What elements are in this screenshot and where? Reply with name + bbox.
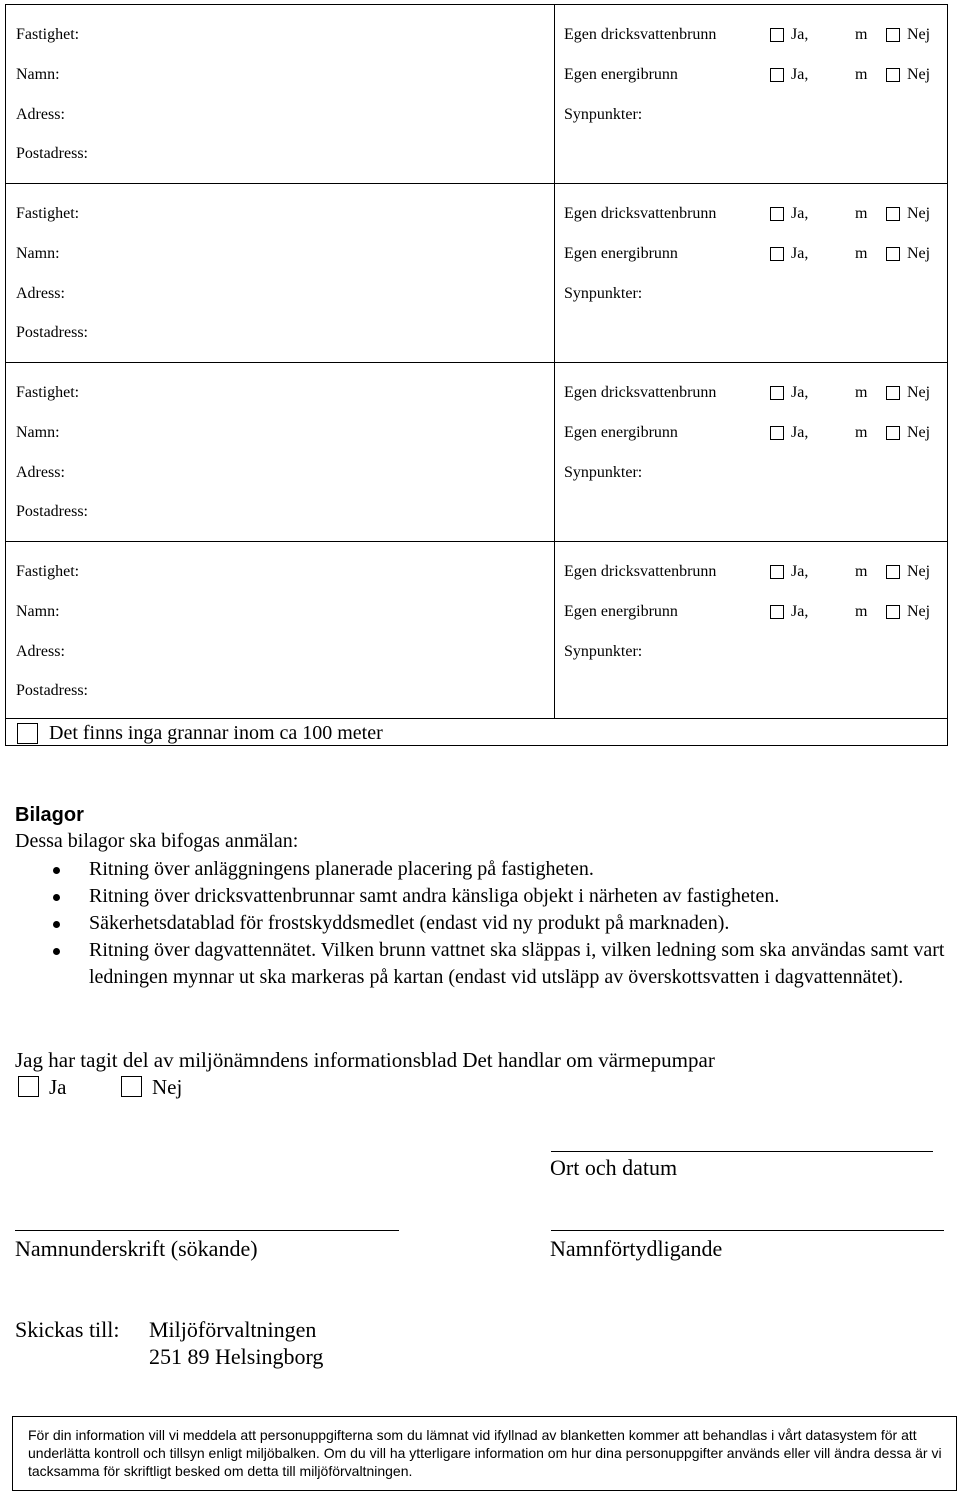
no-neighbors-checkbox[interactable] [17,723,38,744]
namn-label: Namn: [16,66,60,83]
postadress-label: Postadress: [16,682,88,699]
namn-label: Namn: [16,424,60,441]
list-item [15,910,945,937]
yes-label: Ja, [791,66,809,83]
energy-well-label: Egen energibrunn [564,245,678,262]
drinking-well-no-checkbox[interactable] [886,207,900,221]
energy-well-yes-checkbox[interactable] [770,605,784,619]
yes-label: Ja, [791,384,809,401]
adress-label: Adress: [16,285,65,302]
privacy-notice [12,1416,957,1491]
list-item [15,856,945,883]
bullet-icon [53,894,60,901]
signature-label: Namnunderskrift (sökande) [15,1236,258,1261]
namn-label: Namn: [16,245,60,262]
no-label: Nej [907,66,931,83]
list-item-text: Ritning över dricksvattenbrunnar samt andra känsliga objekt i närheten av fastigheten. [89,885,780,907]
meter-unit: m [855,205,868,222]
energy-well-no-checkbox[interactable] [886,426,900,440]
fastighet-label: Fastighet: [16,563,80,580]
namn-label: Namn: [16,603,60,620]
list-item-text: Ritning över dagvattennätet. Vilken brunn vattnet ska släppas i, vilken ledning som ska användas samt vart ledningen mynnar ut ska markeras på kartan (endast vid utsläpp av överskottsvatten i dagvattennätet). [89,939,945,988]
meter-unit: m [855,603,868,620]
bilagor-intro: Dessa bilagor ska bifogas anmälan: [15,830,299,852]
bilagor-heading: Bilagor [15,804,84,826]
place-date-line[interactable] [551,1151,933,1152]
meter-unit: m [855,245,868,262]
info-yes-label: Ja [49,1075,67,1099]
yes-label: Ja, [791,424,809,441]
neighbor-row [6,184,947,363]
yes-label: Ja, [791,563,809,580]
energy-well-label: Egen energibrunn [564,424,678,441]
signature-line[interactable] [15,1230,399,1231]
postadress-label: Postadress: [16,324,88,341]
adress-label: Adress: [16,106,65,123]
no-label: Nej [907,384,931,401]
yes-label: Ja, [791,26,809,43]
neighbor-row [6,542,947,719]
synpunkter-label: Synpunkter: [564,285,643,302]
postadress-label: Postadress: [16,145,88,162]
bullet-icon [53,867,60,874]
synpunkter-label: Synpunkter: [564,106,643,123]
drinking-well-yes-checkbox[interactable] [770,207,784,221]
bilagor-list [15,856,945,991]
postadress-label: Postadress: [16,503,88,520]
info-no-checkbox[interactable] [121,1076,142,1097]
energy-well-yes-checkbox[interactable] [770,68,784,82]
list-item-text: Ritning över anläggningens planerade placering på fastigheten. [89,858,594,880]
fastighet-label: Fastighet: [16,384,80,401]
yes-label: Ja, [791,245,809,262]
no-label: Nej [907,424,931,441]
neighbor-row [6,363,947,542]
no-label: Nej [907,563,931,580]
fastighet-label: Fastighet: [16,205,80,222]
neighbors-table [5,4,948,746]
synpunkter-label: Synpunkter: [564,643,643,660]
no-label: Nej [907,245,931,262]
drinking-well-label: Egen dricksvattenbrunn [564,26,717,43]
bullet-icon [53,948,60,955]
list-item-text: Säkerhetsdatablad för frostskyddsmedlet (endast vid ny produkt på marknaden). [89,912,730,934]
synpunkter-label: Synpunkter: [564,464,643,481]
meter-unit: m [855,384,868,401]
drinking-well-yes-checkbox[interactable] [770,28,784,42]
no-label: Nej [907,205,931,222]
drinking-well-label: Egen dricksvattenbrunn [564,205,717,222]
drinking-well-label: Egen dricksvattenbrunn [564,563,717,580]
meter-unit: m [855,424,868,441]
energy-well-no-checkbox[interactable] [886,605,900,619]
meter-unit: m [855,66,868,83]
energy-well-yes-checkbox[interactable] [770,247,784,261]
drinking-well-yes-checkbox[interactable] [770,386,784,400]
no-label: Nej [907,603,931,620]
drinking-well-no-checkbox[interactable] [886,565,900,579]
privacy-notice-text: För din information vill vi meddela att personuppgifterna som du lämnat vid ifyllnad av blanketten kommer att behandlas i vårt datasystem för att underlätta kontroll och tillsyn enligt miljöbalken. Om du vill ha ytterligare information om hur dina personuppgifter används eller vill ändra dessa är vi tacksamma för skriftligt besked om detta till miljöförvaltningen. [28,1427,942,1479]
energy-well-no-checkbox[interactable] [886,247,900,261]
drinking-well-label: Egen dricksvattenbrunn [564,384,717,401]
bullet-icon [53,921,60,928]
fastighet-label: Fastighet: [16,26,80,43]
drinking-well-no-checkbox[interactable] [886,28,900,42]
energy-well-label: Egen energibrunn [564,66,678,83]
neighbor-row [6,5,947,184]
place-date-label: Ort och datum [550,1155,678,1180]
drinking-well-yes-checkbox[interactable] [770,565,784,579]
name-clarification-line[interactable] [551,1230,944,1231]
meter-unit: m [855,26,868,43]
info-yes-checkbox[interactable] [18,1076,39,1097]
drinking-well-no-checkbox[interactable] [886,386,900,400]
list-item [15,883,945,910]
energy-well-yes-checkbox[interactable] [770,426,784,440]
meter-unit: m [855,563,868,580]
energy-well-no-checkbox[interactable] [886,68,900,82]
send-to-line1: Miljöförvaltningen [149,1317,317,1342]
energy-well-label: Egen energibrunn [564,603,678,620]
no-neighbors-label: Det finns inga grannar inom ca 100 meter [49,722,383,744]
name-clarification-label: Namnförtydligande [550,1236,723,1261]
info-question: Jag har tagit del av miljönämndens informationsblad Det handlar om värmepumpar [15,1048,715,1072]
yes-label: Ja, [791,205,809,222]
info-no-label: Nej [152,1075,183,1099]
adress-label: Adress: [16,643,65,660]
adress-label: Adress: [16,464,65,481]
yes-label: Ja, [791,603,809,620]
list-item [15,937,945,991]
send-to-line2: 251 89 Helsingborg [149,1344,324,1369]
no-label: Nej [907,26,931,43]
send-to-label: Skickas till: [15,1317,120,1342]
